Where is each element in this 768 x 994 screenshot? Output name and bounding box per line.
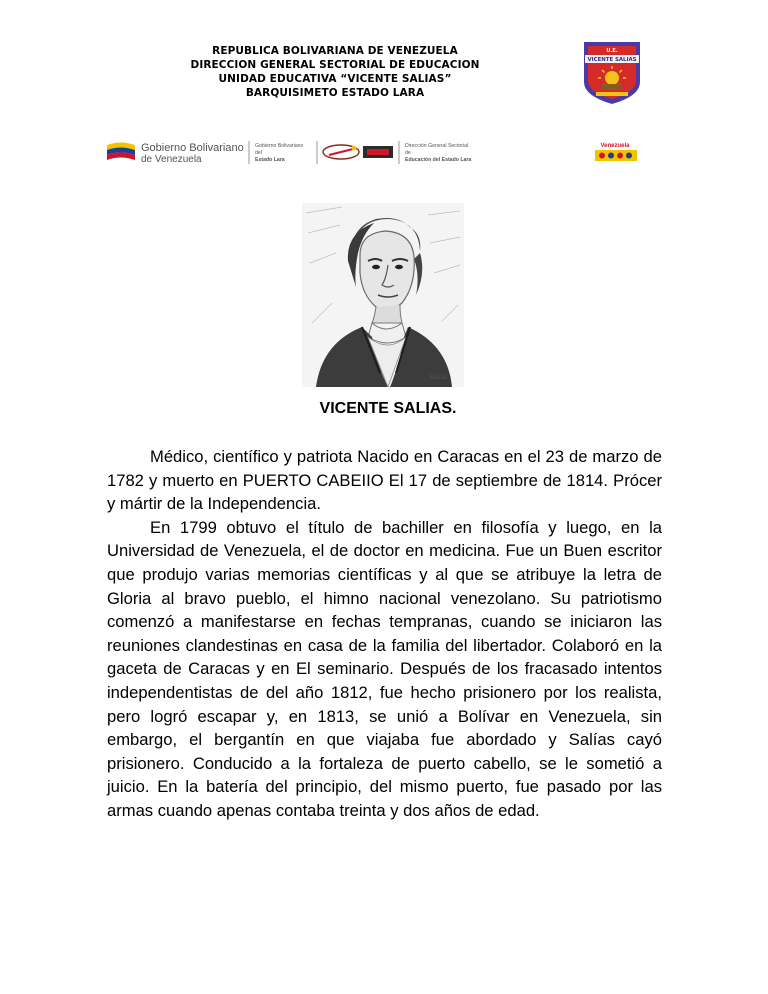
lara-gov-line-2: del [255,150,262,156]
document-title-wrap [0,400,768,418]
direction-line-2: de [405,150,411,156]
shield-banner-label: VICENTE SALIAS [587,57,637,64]
header-line-school: UNIDAD EDUCATIVA “VICENTE SALIAS” [218,73,452,85]
biography-text [107,445,662,823]
lara-gov-line-3: Estado Lara [255,157,285,163]
paragraph-birth-death: Médico, científico y patriota Nacido en Caracas en el 23 de marzo de 1782 y muerto en PUERTO CABEIIO El 17 de septiembre de 1814. Prócer y mártir de la Independencia. [107,447,662,514]
direction-line-1: Dirección General Sectorial [405,143,469,149]
venezuela-stars-icon [595,150,637,161]
portrait-signature: Salias [428,374,448,381]
document-title: VICENTE SALIAS. [319,400,457,417]
gov-brand-bold: Gobierno Bolivariano [141,142,244,154]
paragraph-career: En 1799 obtuvo el título de bachiller en filosofía y luego, en la Universidad de Venezuela, el de doctor en medicina. Fue un Buen escritor que produjo varias memorias científicas y al que se atribuye la letra de Gloria al bravo pueblo, el himno nacional venezolano. Su patriotismo comenzó a manifestarse en fechas tempranas, cuando se iniciaron las reuniones clandestinas en casa de la familia del libertador. Colaboró en la gaceta de Caracas y en El seminario. Después de los fracasado intentos independentistas de del año 1812, fue hecho prisionero por los realista, pero logró escapar y, en 1813, se unió a Bolívar en Venezuela, sin embargo, el bergantín en que viajaba fue abordado y Salías cayó prisionero. Conducido a la fortaleza de puerto cabello, se le sometió a juicio. En la batería del principio, del mismo puerto, fue pasado por las armas cuando apenas contaba treinta y dos años de edad. [107,517,662,820]
venezuela-flag-icon [107,143,135,161]
shield-top-label: U.E. [606,48,618,54]
lara-gov-line-1: Gobierno Bolivariano [255,143,304,149]
venezuela-label: Venezuela [600,143,630,149]
government-banner [105,137,645,167]
school-shield-logo [578,38,646,106]
document-header [170,44,500,100]
header-line-city: BARQUISIMETO ESTADO LARA [245,87,425,99]
header-line-direction: DIRECCION GENERAL SECTORIAL DE EDUCACION [190,59,480,71]
book-icon [602,84,622,90]
gov-brand-sub: de Venezuela [141,154,202,165]
direction-line-3: Educación del Estado Lara [405,157,472,163]
vicente-salias-portrait [302,203,464,387]
header-line-republic: REPUBLICA BOLIVARIANA DE VENEZUELA [212,45,458,57]
torch-logo-icon [323,145,359,159]
